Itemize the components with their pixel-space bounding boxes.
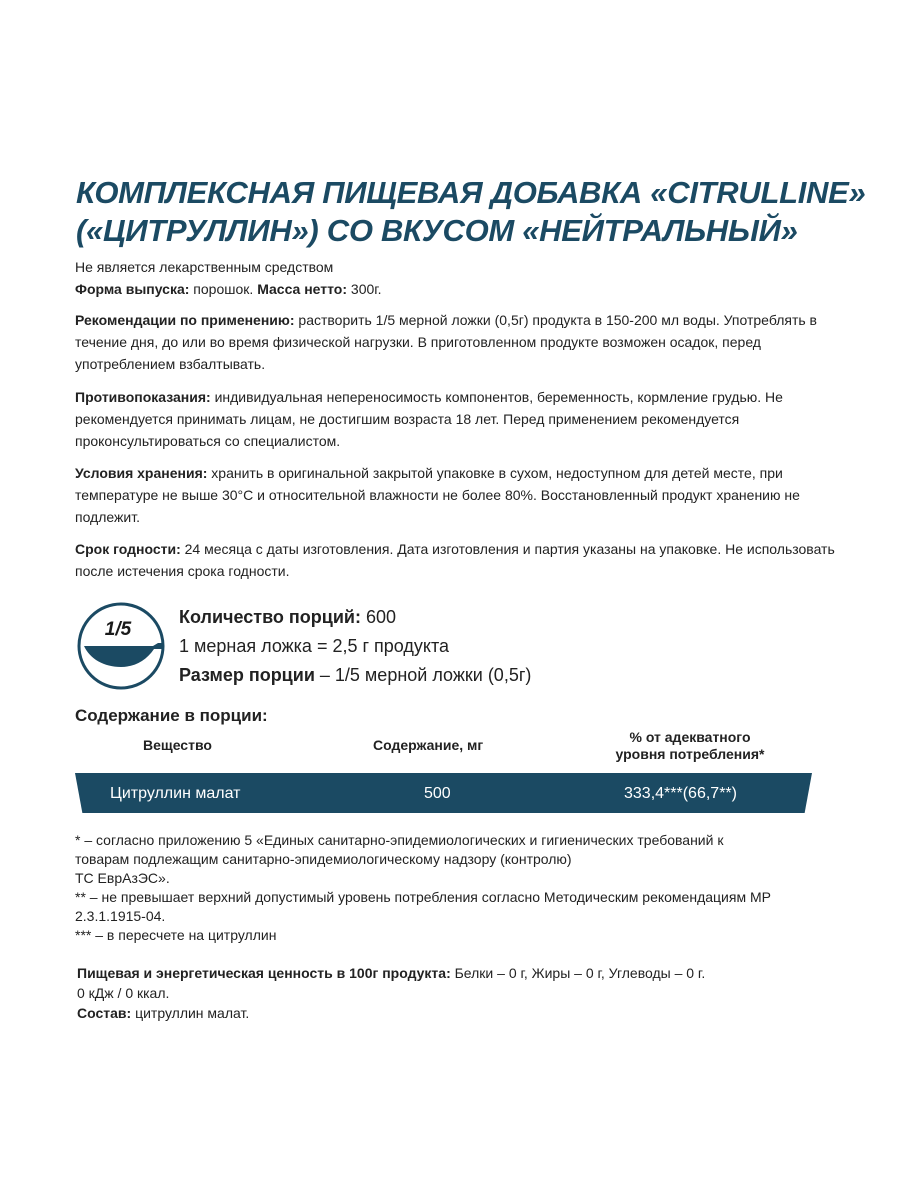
form-label: Форма выпуска: bbox=[75, 281, 190, 297]
scoop-equivalent-line: 1 мерная ложка = 2,5 г продукта bbox=[179, 636, 450, 656]
footnote-line: *** – в пересчете на цитруллин bbox=[75, 927, 277, 943]
form-value: порошок. bbox=[189, 281, 258, 297]
servings-label: Количество порций: bbox=[179, 607, 361, 627]
column-header-amount: Содержание, мг bbox=[373, 737, 484, 753]
composition-value: цитруллин малат. bbox=[131, 1005, 250, 1021]
energy-line: 0 кДж / 0 ккал. bbox=[77, 985, 170, 1001]
table-cell-amount: 500 bbox=[424, 785, 451, 802]
page-title bbox=[76, 174, 876, 250]
contraindications-block bbox=[75, 386, 835, 452]
composition-line bbox=[77, 1003, 837, 1023]
serving-size-label: Размер порции bbox=[179, 665, 315, 685]
column-header-percent-line-1: % от адекватного bbox=[629, 729, 751, 745]
recommendations-text: растворить 1/5 мерной ложки (0,5г) продукта в 150-200 мл воды. Употреблять в течение дня, до или во время физической нагрузки. В приготовленном продукте возможен осадок, перед употреблением взбалтывать. bbox=[75, 312, 817, 372]
content-heading: Содержание в порции: bbox=[75, 706, 268, 725]
composition-label: Состав: bbox=[77, 1005, 132, 1021]
nutrition-block bbox=[77, 963, 837, 1023]
storage-block bbox=[75, 462, 835, 528]
title-line-1: КОМПЛЕКСНАЯ ПИЩЕВАЯ ДОБАВКА «CITRULLINE» bbox=[76, 175, 866, 210]
contraindications-label: Противопоказания: bbox=[75, 389, 211, 405]
measuring-scoop-icon bbox=[76, 601, 166, 691]
storage-label: Условия хранения: bbox=[75, 465, 208, 481]
footnote-line: товарам подлежащим санитарно-эпидемиологическому надзору (контролю) bbox=[75, 851, 572, 867]
footnote-line: 2.3.1.1915-04. bbox=[75, 908, 166, 924]
column-header-percent-line-2: уровня потребления* bbox=[615, 746, 765, 762]
table-cell-percent: 333,4***(66,7**) bbox=[624, 785, 737, 802]
table-cell-substance: Цитруллин малат bbox=[110, 785, 241, 802]
footnote-line: ** – не превышает верхний допустимый уровень потребления согласно Методическим рекомендациям МР bbox=[75, 889, 771, 905]
mass-label: Масса нетто: bbox=[257, 281, 348, 297]
recommendations-block bbox=[75, 309, 835, 375]
mass-value: 300г. bbox=[347, 281, 382, 297]
servings-count-line bbox=[179, 603, 531, 632]
nutrition-label: Пищевая и энергетическая ценность в 100г продукта: bbox=[77, 965, 451, 981]
serving-size-value: – 1/5 мерной ложки (0,5г) bbox=[314, 665, 532, 685]
column-header-percent bbox=[590, 729, 790, 763]
nutrition-value: Белки – 0 г, Жиры – 0 г, Углеводы – 0 г. bbox=[450, 965, 706, 981]
intro-block bbox=[75, 256, 835, 300]
storage-text: хранить в оригинальной закрытой упаковке в сухом, недоступном для детей месте, при температуре не выше 30°C и относительной влажности не более 80%. Восстановленный продукт хранению не подлежит. bbox=[75, 465, 800, 525]
shelf-life-label: Срок годности: bbox=[75, 541, 181, 557]
shelf-life-text: 24 месяца с даты изготовления. Дата изготовления и партия указаны на упаковке. Не использовать после истечения срока годности. bbox=[75, 541, 835, 579]
footnote-line: ТС ЕврАзЭС». bbox=[75, 870, 170, 886]
scoop-fraction-label: 1/5 bbox=[104, 619, 132, 640]
form-line bbox=[75, 278, 835, 300]
shelf-life-block bbox=[75, 538, 835, 582]
nutrition-line bbox=[77, 963, 837, 983]
contraindications-text: индивидуальная непереносимость компонентов, беременность, кормление грудью. Не рекомендуется принимать лицам, не достигшим возраста 18 лет. Перед применением рекомендуется проконсультироваться со специалистом. bbox=[75, 389, 783, 449]
servings-value: 600 bbox=[360, 607, 397, 627]
footnote-line: * – согласно приложению 5 «Единых санитарно-эпидемиологических и гигиенических требований к bbox=[75, 832, 724, 848]
not-medicine-text: Не является лекарственным средством bbox=[75, 259, 334, 275]
recommendations-label: Рекомендации по применению: bbox=[75, 312, 295, 328]
title-line-2: («ЦИТРУЛЛИН») СО ВКУСОМ «НЕЙТРАЛЬНЫЙ» bbox=[76, 213, 798, 248]
serving-size-line bbox=[179, 661, 531, 690]
serving-section bbox=[76, 601, 776, 691]
serving-info bbox=[179, 603, 531, 690]
column-header-substance: Вещество bbox=[143, 737, 212, 753]
footnotes bbox=[75, 831, 835, 945]
